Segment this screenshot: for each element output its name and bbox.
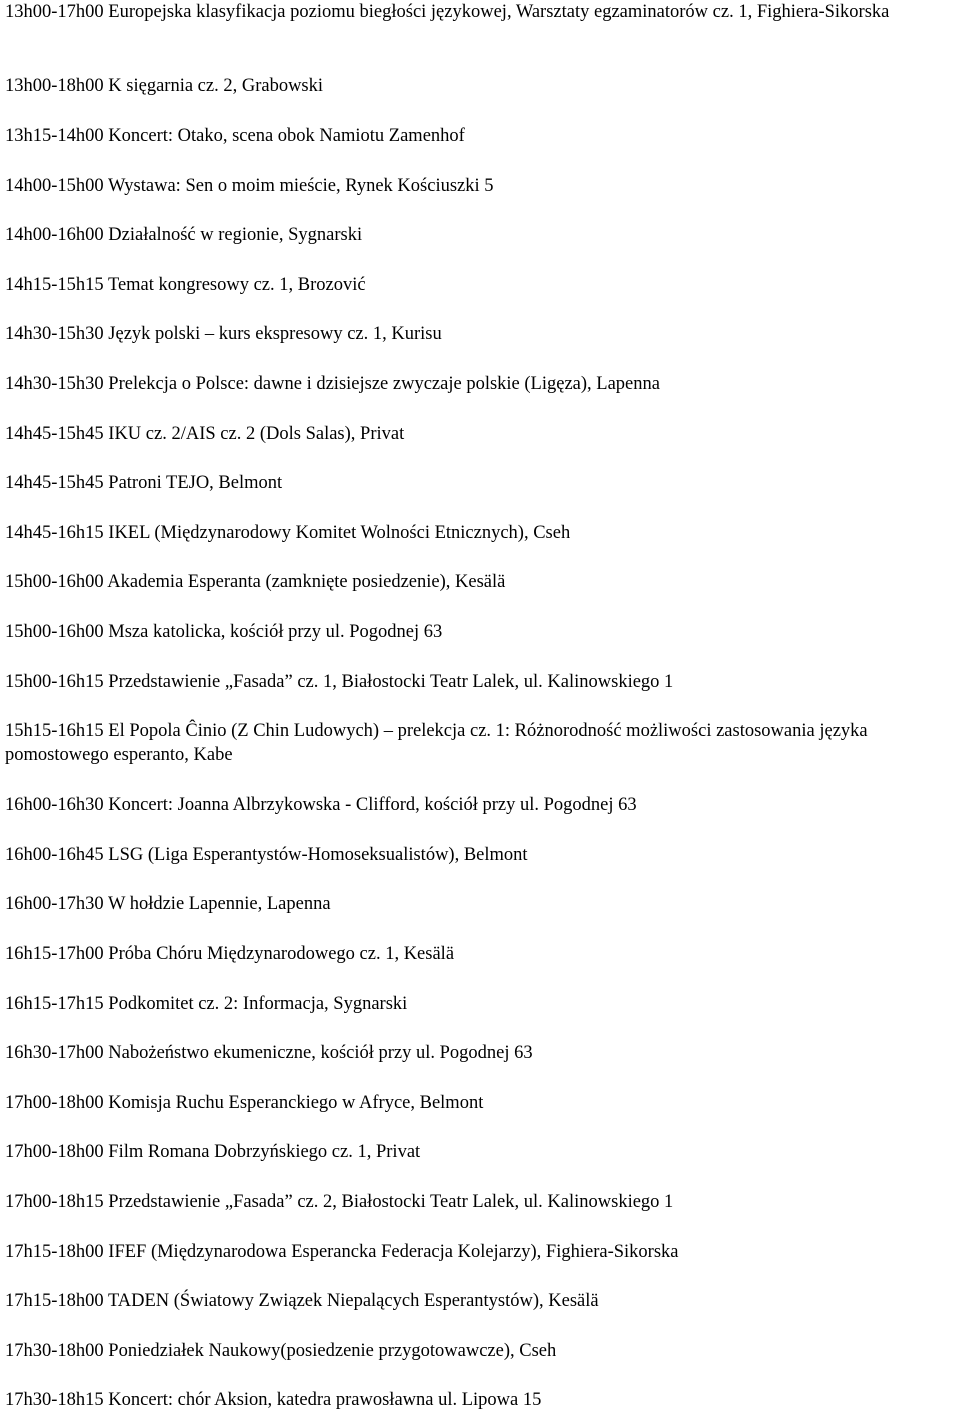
schedule-entry: 15h00-16h00 Akademia Esperanta (zamknięte posiedzenie), Kesälä <box>5 572 506 592</box>
schedule-entry: 16h15-17h15 Podkomitet cz. 2: Informacja, Sygnarski <box>5 994 408 1014</box>
schedule-entry: 14h45-15h45 Patroni TEJO, Belmont <box>5 473 283 493</box>
schedule-entry: 14h30-15h30 Prelekcja o Polsce: dawne i dzisiejsze zwyczaje polskie (Ligęza), Lapenna <box>5 374 660 394</box>
schedule-entry: 14h30-15h30 Język polski – kurs ekspresowy cz. 1, Kurisu <box>5 324 442 344</box>
schedule-entry: 17h15-18h00 TADEN (Światowy Związek Niepalących Esperantystów), Kesälä <box>5 1291 599 1311</box>
schedule-entry: 14h45-16h15 IKEL (Międzynarodowy Komitet Wolności Etnicznych), Cseh <box>5 523 571 543</box>
schedule-entry: 17h00-18h00 Film Romana Dobrzyńskiego cz. 1, Privat <box>5 1142 421 1162</box>
schedule-entry: 13h15-14h00 Koncert: Otako, scena obok Namiotu Zamenhof <box>5 126 465 146</box>
schedule-entry: 13h00-17h00 Europejska klasyfikacja poziomu biegłości językowej, Warsztaty egzaminatorów cz. 1, Fighiera-Sikorska <box>5 2 890 22</box>
schedule-entry: 14h45-15h45 IKU cz. 2/AIS cz. 2 (Dols Salas), Privat <box>5 424 405 444</box>
schedule-entry: 15h00-16h00 Msza katolicka, kościół przy ul. Pogodnej 63 <box>5 622 443 642</box>
schedule-entry: 14h00-16h00 Działalność w regionie, Sygnarski <box>5 225 363 245</box>
schedule-entry: 15h15-16h15 El Popola Ĉinio (Z Chin Ludowych) – prelekcja cz. 1: Różnorodność możliwości zastosowania języka pomostowego esperanto, Kabe <box>5 721 868 765</box>
schedule-entry: 13h00-18h00 K sięgarnia cz. 2, Grabowski <box>5 76 324 96</box>
schedule-entry: 17h15-18h00 IFEF (Międzynarodowa Esperancka Federacja Kolejarzy), Fighiera-Sikorska <box>5 1242 679 1262</box>
schedule-entry: 14h15-15h15 Temat kongresowy cz. 1, Brozović <box>5 275 366 295</box>
schedule-entry: 15h00-16h15 Przedstawienie „Fasada” cz. 1, Białostocki Teatr Lalek, ul. Kalinowskiego 1 <box>5 672 674 692</box>
schedule-entry: 16h00-16h30 Koncert: Joanna Albrzykowska - Clifford, kościół przy ul. Pogodnej 63 <box>5 795 637 815</box>
schedule-entry: 16h00-17h30 W hołdzie Lapennie, Lapenna <box>5 894 331 914</box>
schedule-entry: 17h30-18h15 Koncert: chór Aksion, katedra prawosławna ul. Lipowa 15 <box>5 1390 542 1410</box>
schedule-entry: 16h00-16h45 LSG (Liga Esperantystów-Homoseksualistów), Belmont <box>5 845 528 865</box>
schedule-entry: 17h00-18h15 Przedstawienie „Fasada” cz. 2, Białostocki Teatr Lalek, ul. Kalinowskiego 1 <box>5 1192 674 1212</box>
schedule-entry: 17h30-18h00 Poniedziałek Naukowy(posiedzenie przygotowawcze), Cseh <box>5 1341 557 1361</box>
schedule-entry: 16h30-17h00 Nabożeństwo ekumeniczne, kościół przy ul. Pogodnej 63 <box>5 1043 533 1063</box>
schedule-entry: 17h00-18h00 Komisja Ruchu Esperanckiego w Afryce, Belmont <box>5 1093 484 1113</box>
schedule-entry: 14h00-15h00 Wystawa: Sen o moim mieście, Rynek Kościuszki 5 <box>5 176 494 196</box>
schedule-entry: 16h15-17h00 Próba Chóru Międzynarodowego cz. 1, Kesälä <box>5 944 455 964</box>
